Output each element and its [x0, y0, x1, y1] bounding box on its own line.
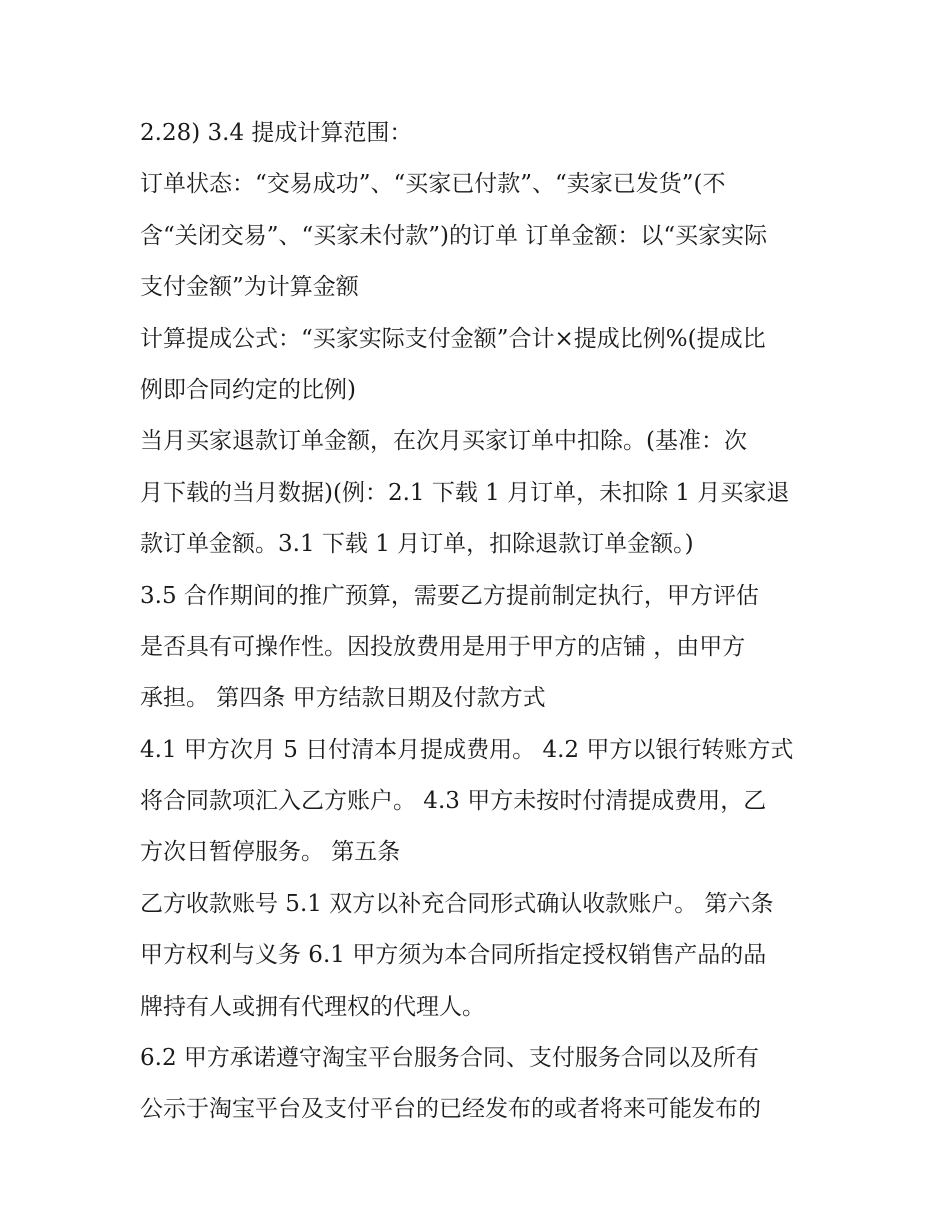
text-line-11: 是否具有可操作性。因投放费用是用于甲方的店铺 ，由甲方: [140, 633, 746, 660]
text-line-7: 当月买家退款订单金额，在次月买家订单中扣除。(基准：次: [140, 428, 747, 455]
text-line-16: 乙方收款账号 5.1 双方以补充合同形式确认收款账户。 第六条: [140, 890, 774, 917]
text-line-13: 4.1 甲方次月 5 日付清本月提成费用。 4.2 甲方以银行转账方式: [140, 736, 794, 763]
text-line-5: 计算提成公式：“买家实际支付金额”合计×提成比例%(提成比: [140, 325, 766, 352]
text-line-12: 承担。 第四条 甲方结款日期及付款方式: [140, 685, 546, 712]
text-line-9: 款订单金额。3.1 下载 1 月订单，扣除退款订单金额。): [140, 531, 694, 558]
text-line-1: 2.28) 3.4 提成计算范围：: [140, 120, 413, 146]
document-body: [140, 108, 820, 1136]
text-line-15: 方次日暂停服务。 第五条: [140, 839, 401, 866]
text-line-3: 含“关闭交易”、“买家未付款”)的订单 订单金额：以“买家实际: [140, 222, 768, 249]
text-line-6: 例即合同约定的比例): [140, 376, 356, 403]
text-line-19: 6.2 甲方承诺遵守淘宝平台服务合同、支付服务合同以及所有: [140, 1045, 759, 1072]
text-line-8: 月下载的当月数据)(例：2.1 下载 1 月订单，未扣除 1 月买家退: [140, 479, 790, 506]
text-line-18: 牌持有人或拥有代理权的代理人。: [140, 993, 485, 1020]
text-line-4: 支付金额”为计算金额: [140, 274, 359, 301]
text-line-14: 将合同款项汇入乙方账户。 4.3 甲方未按时付清提成费用，乙: [140, 788, 767, 815]
text-line-10: 3.5 合作期间的推广预算，需要乙方提前制定执行，甲方评估: [140, 582, 759, 609]
text-line-17: 甲方权利与义务 6.1 甲方须为本合同所指定授权销售产品的品: [140, 942, 767, 969]
text-line-20: 公示于淘宝平台及支付平台的已经发布的或者将来可能发布的: [140, 1096, 761, 1123]
text-line-2: 订单状态：“交易成功”、“买家已付款”、“卖家已发货”(不: [140, 171, 726, 198]
